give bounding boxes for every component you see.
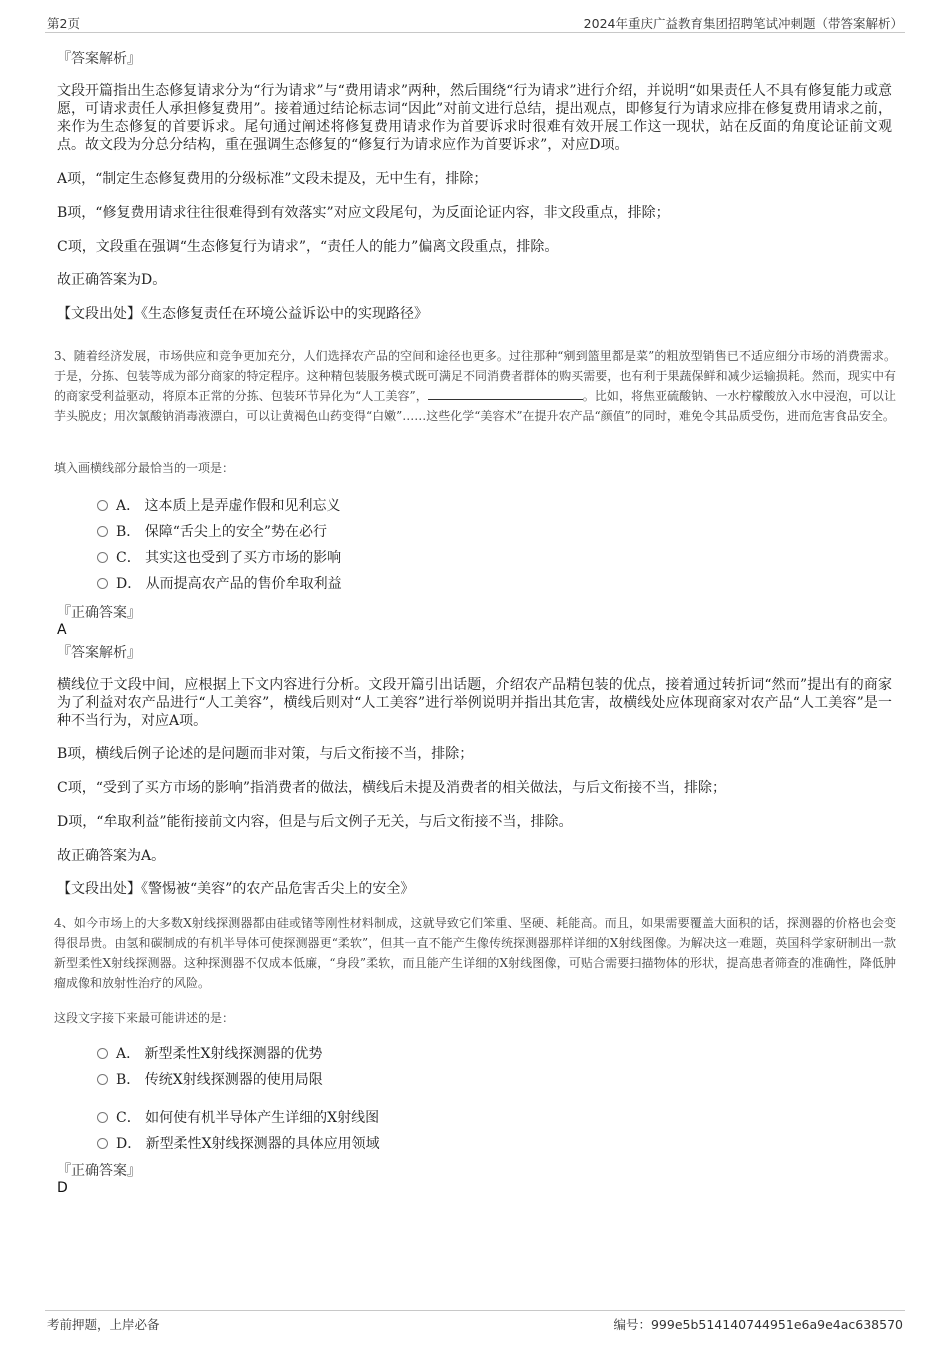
q4-option-b-label: B． 传统X射线探测器的使用局限 <box>116 1072 323 1088</box>
q3-conclusion: 故正确答案为A。 <box>57 848 166 864</box>
q4-option-a[interactable] <box>97 1043 323 1065</box>
q3-fill-blank <box>428 387 583 400</box>
q4-option-a-label: A． 新型柔性X射线探测器的优势 <box>116 1046 323 1062</box>
q2-conclusion: 故正确答案为D。 <box>57 272 167 288</box>
q3-option-d-analysis: D项，“牟取利益”能衔接前文内容，但是与后文例子无关，与后文衔接不当，排除。 <box>57 814 573 830</box>
radio-button-icon[interactable] <box>97 1112 108 1123</box>
q3-option-b-label: B． 保障“舌尖上的安全”势在必行 <box>116 524 328 540</box>
q3-option-a[interactable] <box>97 495 341 517</box>
q3-prompt: 填入画横线部分最恰当的一项是： <box>54 461 235 475</box>
q3-analysis-paragraph: 横线位于文段中间，应根据上下文内容进行分析。文段开篇引出话题，介绍农产品精包装的优点，接着通过转折词“然而”提出有的商家为了利益对农产品进行“人工美容”，横线后则对“人工美容”进行举例说明并指出其危害，故横线处应体现商家对农产品“人工美容”是一种不当行为，对应A项。 <box>57 677 892 729</box>
q4-correct-heading: 『正确答案』 <box>57 1163 141 1179</box>
footer-slogan: 考前押题，上岸必备 <box>47 1317 160 1332</box>
q4-correct-answer: D <box>57 1180 68 1196</box>
q3-option-c-analysis: C项，“受到了买方市场的影响”指消费者的做法，横线后未提及消费者的相关做法，与后文衔接不当，排除； <box>57 780 727 796</box>
radio-button-icon[interactable] <box>97 552 108 563</box>
q3-analysis-heading: 『答案解析』 <box>57 645 141 661</box>
q2-analysis-heading: 『答案解析』 <box>57 51 141 67</box>
q3-correct-answer: A <box>57 622 67 638</box>
q3-stem-part2: 。比如，将焦亚硫酸钠、一水柠檬酸放入水中浸泡，可以让芋头脱皮；用次氯酸钠消毒液漂白，可以让黄褐色山药变得“白嫩”……这些化学“美容术”在提升农产品“颜值”的同时，难免令其品质受伤，进而危害食品安全。 <box>54 389 896 423</box>
page-number: 第2页 <box>47 16 80 31</box>
q3-option-d[interactable] <box>97 573 342 595</box>
page-header <box>45 12 905 33</box>
q3-stem-part1: 3、随着经济发展，市场供应和竞争更加充分，人们选择农产品的空间和途径也更多。过往那种“剜到篮里都是菜”的粗放型销售已不适应细分市场的消费需求。于是，分拣、包装等成为部分商家的特定程序。这种精包装服务模式既可满足不同消费者群体的购买需要，也有利于果蔬保鲜和减少运输损耗。然而，现实中有的商家受利益驱动，将原本正常的分拣、包装环节异化为“人工美容”， <box>54 349 896 403</box>
radio-button-icon[interactable] <box>97 578 108 589</box>
radio-button-icon[interactable] <box>97 526 108 537</box>
q2-option-a-analysis: A项，“制定生态修复费用的分级标准”文段未提及，无中生有，排除； <box>57 171 488 187</box>
q2-analysis-paragraph: 文段开篇指出生态修复请求分为“行为请求”与“费用请求”两种，然后围绕“行为请求”进行介绍，并说明“如果责任人不具有修复能力或意愿，可请求责任人承担修复费用”。接着通过结论标志词“因此”对前文进行总结，提出观点，即修复行为请求应排在修复费用请求之前，来作为生态修复的首要诉求。尾句通过阐述将修复费用请求作为首要诉求时很难有效开展工作这一现状，站在反面的角度论证前文观点。故文段为分总分结构，重在强调生态修复的“修复行为请求应作为首要诉求”，对应D项。 <box>57 83 892 153</box>
q3-option-d-label: D． 从而提高农产品的售价牟取利益 <box>116 576 342 592</box>
page-footer <box>45 1310 905 1335</box>
q4-option-d[interactable] <box>97 1133 380 1155</box>
q2-option-c-analysis: C项，文段重在强调“生态修复行为请求”，“责任人的能力”偏离文段重点，排除。 <box>57 239 559 255</box>
q3-correct-heading: 『正确答案』 <box>57 605 141 621</box>
q3-option-b-analysis: B项，横线后例子论述的是问题而非对策，与后文衔接不当，排除； <box>57 746 474 762</box>
q3-option-b[interactable] <box>97 521 327 543</box>
q2-option-b-analysis: B项，“修复费用请求往往很难得到有效落实”对应文段尾句，为反面论证内容，非文段重点，排除； <box>57 205 670 221</box>
q4-prompt: 这段文字接下来最可能讲述的是： <box>54 1011 235 1025</box>
q4-stem: 4、如今市场上的大多数X射线探测器都由硅或锗等刚性材料制成，这就导致它们笨重、坚硬、耗能高。而且，如果需要覆盖大面积的话，探测器的价格也会变得很昂贵。由氢和碳制成的有机半导体可使探测器更“柔软”，但其一直不能产生像传统探测器那样详细的X射线图像。为解决这一难题，英国科学家研制出一款新型柔性X射线探测器。这种探测器不仅成本低廉，“身段”柔软，而且能产生详细的X射线图像，可贴合需要扫描物体的形状，提高患者筛查的准确性，降低肿瘤成像和放射性治疗的风险。 <box>54 916 896 990</box>
q3-option-a-label: A． 这本质上是弄虚作假和见利忘义 <box>116 498 341 514</box>
q4-option-d-label: D． 新型柔性X射线探测器的具体应用领域 <box>116 1136 380 1152</box>
q4-option-c[interactable] <box>97 1107 379 1129</box>
document-title: 2024年重庆广益教育集团招聘笔试冲刺题（带答案解析） <box>583 16 903 31</box>
q3-stem <box>54 346 896 426</box>
document-serial: 编号：999e5b514140744951e6a9e4ac638570 <box>613 1317 903 1332</box>
q3-option-c-label: C． 其实这也受到了买方市场的影响 <box>116 550 342 566</box>
radio-button-icon[interactable] <box>97 1074 108 1085</box>
q3-source: 【文段出处】《警惕被“美容”的农产品危害舌尖上的安全》 <box>57 881 415 897</box>
q4-option-c-label: C． 如何使有机半导体产生详细的X射线图 <box>116 1110 380 1126</box>
radio-button-icon[interactable] <box>97 1138 108 1149</box>
radio-button-icon[interactable] <box>97 1048 108 1059</box>
q3-option-c[interactable] <box>97 547 341 569</box>
q2-source: 【文段出处】《生态修复责任在环境公益诉讼中的实现路径》 <box>57 306 428 322</box>
q4-option-b[interactable] <box>97 1069 323 1091</box>
radio-button-icon[interactable] <box>97 500 108 511</box>
